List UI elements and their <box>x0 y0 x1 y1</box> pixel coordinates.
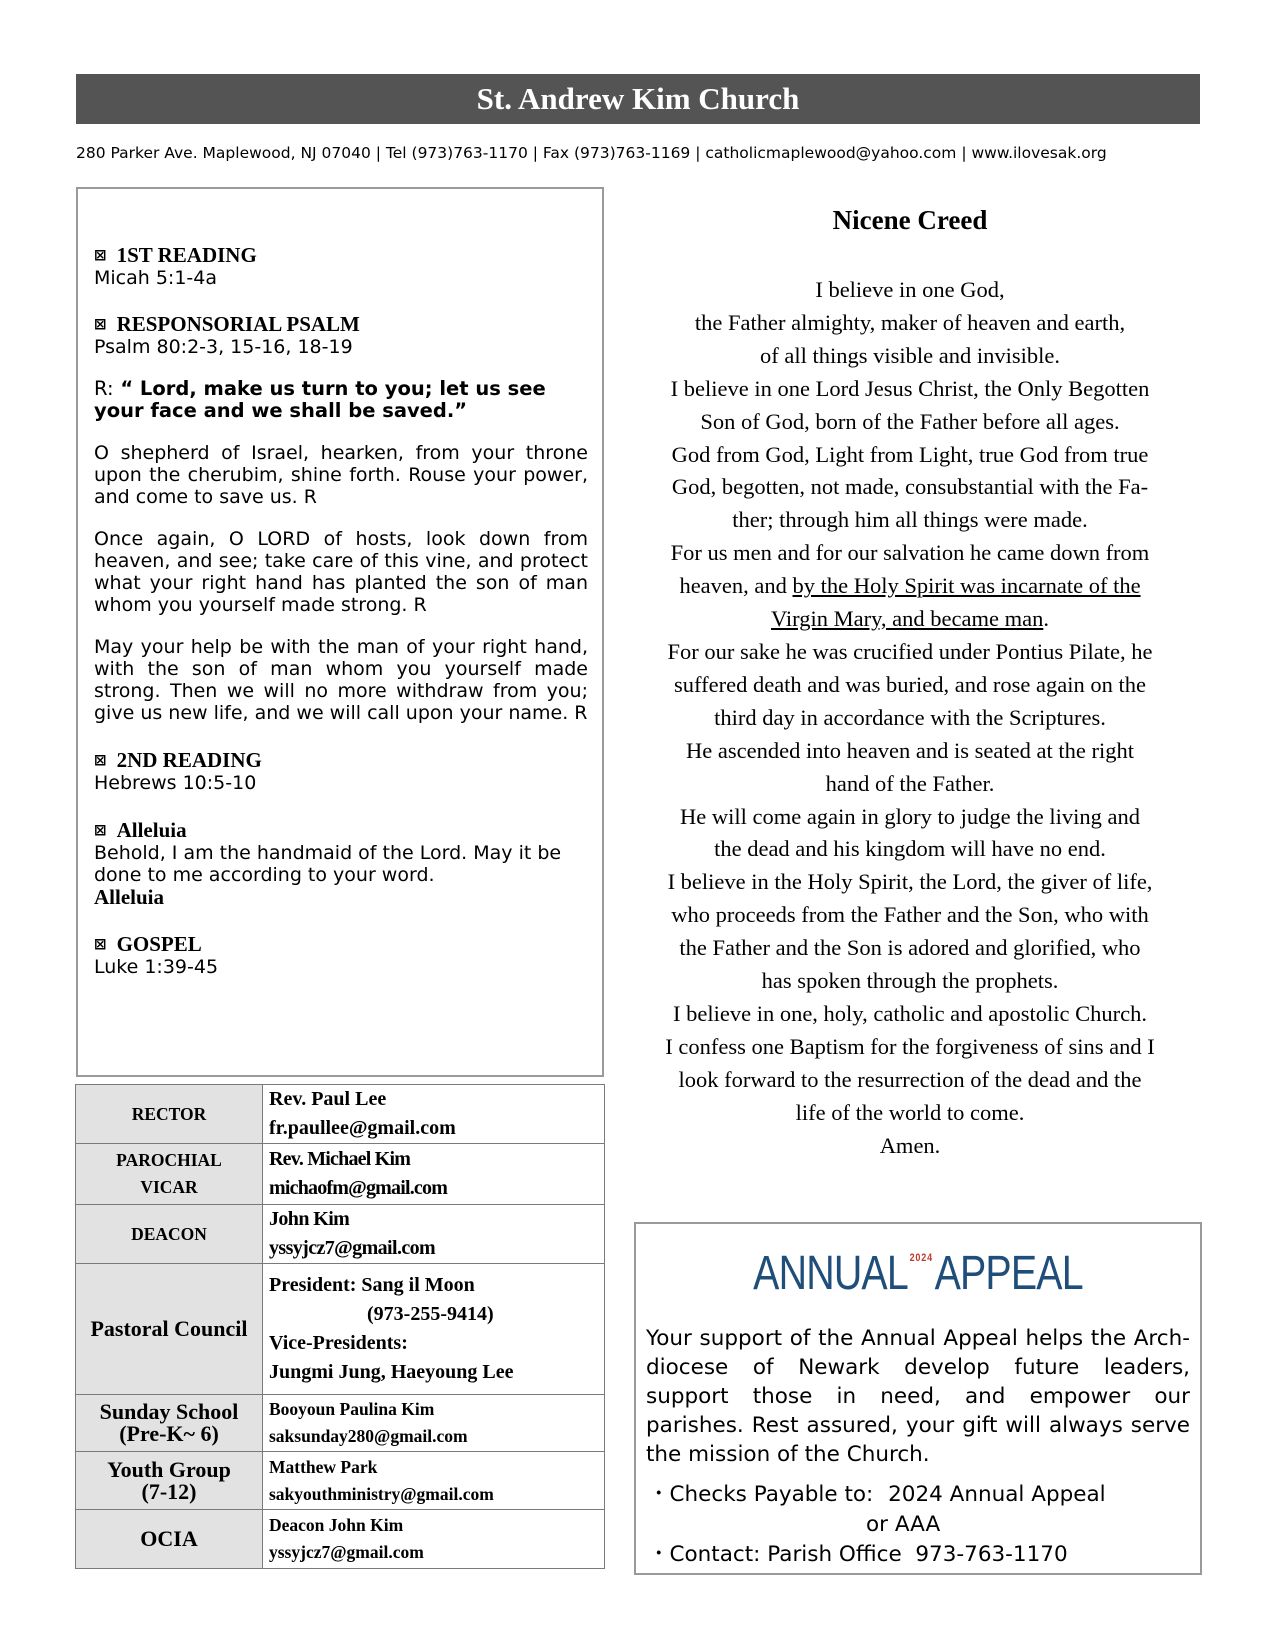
staff-name: Matthew Park <box>269 1456 378 1477</box>
creed-line: Virgin Mary, and became man. <box>771 606 1049 632</box>
staff-email: yssyjcz7@gmail.com <box>269 1542 424 1562</box>
creed-title: Nicene Creed <box>832 205 988 235</box>
appeal-contact-line <box>648 1540 1068 1570</box>
creed-line: look forward to the resurrection of the dead and the <box>678 1066 1142 1092</box>
first-reading-heading: ⊠ 1ST READING <box>94 243 257 267</box>
box-cross-icon: ⊠ <box>94 751 107 769</box>
alleluia-closing: Alleluia <box>94 885 165 909</box>
creed-line: has spoken through the prophets. <box>761 968 1059 994</box>
table-row <box>76 1264 605 1395</box>
staff-info <box>263 1264 605 1395</box>
staff-role: OCIA <box>76 1510 263 1569</box>
staff-role: DEACON <box>76 1205 263 1264</box>
staff-info <box>263 1452 605 1510</box>
creed-line: Amen. <box>879 1132 941 1158</box>
psalm-verse: May your help be with the man of your right hand, with the son of man whom you yourself made strong. Then we will no more withdraw from you; give us new life, and we will call upon your name. R <box>94 636 588 724</box>
contact-line: 280 Parker Ave. Maplewood, NJ 07040 | Tel (973)763-1170 | Fax (973)763-1169 | catholicmaplewood@yahoo.com | www.ilovesak.org <box>76 144 1107 162</box>
staff-role: Pastoral Council <box>76 1264 263 1395</box>
contact-label: Contact: <box>669 1542 761 1567</box>
staff-role: PAROCHIAL VICAR <box>76 1144 263 1205</box>
council-vp-label: Vice-Presidents: <box>269 1332 408 1354</box>
creed-line: I believe in one God, <box>815 277 1005 302</box>
psalm-heading: ⊠ RESPONSORIAL PSALM <box>94 312 360 336</box>
creed-line: I believe in one, holy, catholic and apostolic Church. <box>672 1000 1148 1026</box>
staff-table <box>75 1084 605 1569</box>
annual-appeal-logo: ANNUAL $^{2024}$APPEAL <box>753 1247 1083 1300</box>
creed-line: God, begotten, not made, consubstantial with the Fa- <box>671 474 1149 500</box>
staff-info <box>263 1510 605 1569</box>
table-row <box>76 1395 605 1452</box>
creed-underlined: Virgin Mary, and became man <box>771 606 1044 632</box>
church-title-banner <box>76 74 1200 124</box>
gospel-heading: ⊠ GOSPEL <box>94 932 202 956</box>
creed-line: I believe in one Lord Jesus Christ, the Only Begotten <box>670 375 1150 401</box>
table-row <box>76 1085 605 1144</box>
creed-line: the Father and the Son is adored and glorified, who <box>679 935 1141 961</box>
readings-box <box>76 187 604 1077</box>
staff-role: Sunday School (Pre-K~ 6) <box>76 1395 263 1452</box>
creed-underlined: by the Holy Spirit was incarnate of the <box>792 573 1141 599</box>
first-reading-ref: Micah 5:1-4a <box>94 267 218 289</box>
creed-line: I believe in the Holy Spirit, the Lord, the giver of life, <box>667 869 1153 895</box>
creed-line: hand of the Father. <box>825 770 995 796</box>
contact-value: Parish Office 973-763-1170 <box>767 1542 1068 1567</box>
staff-email: yssyjcz7@gmail.com <box>269 1237 436 1259</box>
second-reading-heading: ⊠ 2ND READING <box>94 748 262 772</box>
table-row <box>76 1452 605 1510</box>
second-reading-ref: Hebrews 10:5-10 <box>94 772 257 794</box>
box-cross-icon: ⊠ <box>94 821 107 839</box>
box-cross-icon: ⊠ <box>94 935 107 953</box>
creed-line: who proceeds from the Father and the Son, who with <box>671 902 1149 928</box>
alleluia-text: Behold, I am the handmaid of the Lord. May it be done to me according to your word. <box>94 842 562 886</box>
staff-email: michaofm@gmail.com <box>269 1177 448 1199</box>
creed-line: For our sake he was crucified under Pontius Pilate, he <box>667 638 1153 664</box>
council-vp-names: Jungmi Jung, Haeyoung Lee <box>269 1361 514 1383</box>
staff-name: Deacon John Kim <box>269 1515 404 1535</box>
staff-name: Rev. Paul Lee <box>269 1088 387 1110</box>
staff-email: fr.paullee@gmail.com <box>269 1117 456 1139</box>
psalm-verse: O shepherd of Israel, hearken, from your throne upon the cherubim, shine forth. Rouse your power, and come to save us. R <box>94 442 588 508</box>
table-row <box>76 1510 605 1569</box>
council-phone: (973-255-9414) <box>367 1303 494 1325</box>
creed-line: I confess one Baptism for the forgiveness of sins and I <box>665 1033 1155 1059</box>
psalm-ref: Psalm 80:2-3, 15-16, 18-19 <box>94 336 353 358</box>
checks-value: 2024 Annual Appeal <box>888 1482 1106 1507</box>
bullet-icon: ・ <box>648 1482 670 1507</box>
creed-line: ther; through him all things were made. <box>732 507 1088 533</box>
creed-line: God from God, Light from Light, true God from true <box>671 441 1149 467</box>
appeal-description: Your support of the Annual Appeal helps the Arch-diocese of Newark develop future leaders, support those in need, and empower our parishes. Rest assured, your gift will always serve the mission of the Church. <box>646 1326 1190 1467</box>
appeal-checks-line <box>648 1480 1106 1510</box>
staff-name: Booyoun Paulina Kim <box>269 1399 435 1419</box>
appeal-checks-alt: or AAA <box>866 1512 941 1537</box>
council-president: President: Sang il Moon <box>269 1274 475 1296</box>
checks-label: Checks Payable to: <box>669 1482 874 1507</box>
box-cross-icon: ⊠ <box>94 315 107 333</box>
staff-info <box>263 1144 605 1205</box>
bullet-icon: ・ <box>648 1542 670 1567</box>
psalm-refrain: R: “ Lord, make us turn to you; let us see your face and we shall be saved.” <box>94 377 546 422</box>
creed-line: He ascended into heaven and is seated at the right <box>686 737 1134 763</box>
alleluia-heading: ⊠ Alleluia <box>94 818 187 842</box>
creed-line: the dead and his kingdom will have no end. <box>714 836 1106 862</box>
staff-name: John Kim <box>269 1208 350 1230</box>
creed-line: Son of God, born of the Father before all ages. <box>700 408 1120 434</box>
creed-line: of all things visible and invisible. <box>760 342 1060 368</box>
creed-line: For us men and for our salvation he came down from <box>670 540 1150 566</box>
creed-line: suffered death and was buried, and rose again on the <box>674 671 1146 697</box>
staff-info <box>263 1085 605 1144</box>
table-row <box>76 1144 605 1205</box>
staff-email: sakyouthministry@gmail.com <box>269 1483 494 1504</box>
creed-line: heaven, and by the Holy Spirit was incarnate of the <box>679 573 1141 599</box>
staff-role: RECTOR <box>76 1085 263 1144</box>
creed-line: He will come again in glory to judge the living and <box>680 803 1140 829</box>
church-title: St. Andrew Kim Church <box>476 81 800 116</box>
box-cross-icon: ⊠ <box>94 246 107 264</box>
staff-email: saksunday280@gmail.com <box>269 1426 468 1446</box>
creed-line: life of the world to come. <box>795 1099 1025 1125</box>
appeal-year: 2024 <box>909 1252 933 1264</box>
annual-appeal-box <box>634 1222 1202 1575</box>
table-row <box>76 1205 605 1264</box>
creed-text <box>634 274 1186 1162</box>
staff-name: Rev. Michael Kim <box>269 1148 411 1170</box>
staff-info <box>263 1395 605 1452</box>
gospel-ref: Luke 1:39-45 <box>94 956 219 978</box>
creed-line: the Father almighty, maker of heaven and earth, <box>694 309 1126 335</box>
creed-line: third day in accordance with the Scriptures. <box>714 704 1106 730</box>
staff-info <box>263 1205 605 1264</box>
psalm-verse: Once again, O LORD of hosts, look down from heaven, and see; take care of this vine, and protect what your right hand has planted the son of man whom you yourself made strong. R <box>94 528 588 616</box>
staff-role: Youth Group (7-12) <box>76 1452 263 1510</box>
